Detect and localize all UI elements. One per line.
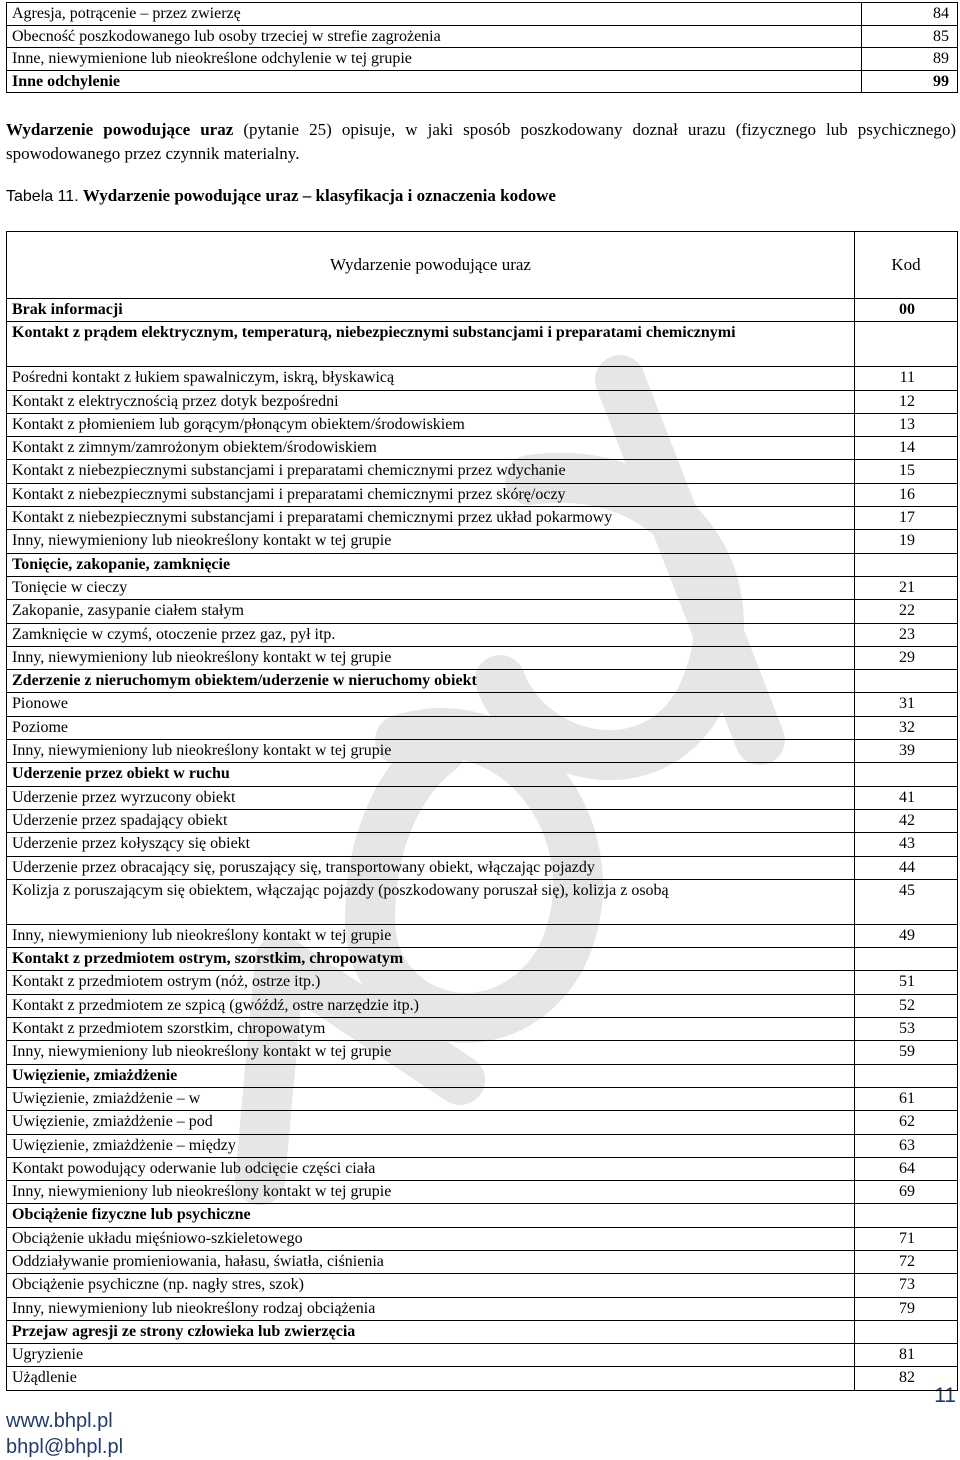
row-code: 62 xyxy=(855,1111,958,1134)
table-row xyxy=(7,994,958,1017)
table-row xyxy=(7,971,958,994)
table-row xyxy=(7,25,958,48)
row-label: Inny, niewymieniony lub nieokreślony rodzaj obciążenia xyxy=(7,1297,855,1320)
table-group-row xyxy=(7,1204,958,1227)
table-row xyxy=(7,1087,958,1110)
table-row xyxy=(7,460,958,483)
row-label: Uderzenie przez obracający się, poruszający się, transportowany obiekt, włączając pojazdy xyxy=(7,856,855,879)
row-code: 82 xyxy=(855,1367,958,1390)
table-row xyxy=(7,1018,958,1041)
row-code: 16 xyxy=(855,483,958,506)
row-label: Kontakt z prądem elektrycznym, temperaturą, niebezpiecznymi substancjami i preparatami chemicznymi xyxy=(7,322,855,367)
table-row xyxy=(7,483,958,506)
row-code: 63 xyxy=(855,1134,958,1157)
row-code: 41 xyxy=(855,786,958,809)
table-row xyxy=(7,809,958,832)
table-row xyxy=(7,1134,958,1157)
row-code: 15 xyxy=(855,460,958,483)
row-code: 84 xyxy=(862,3,958,26)
row-code xyxy=(855,1064,958,1087)
table-row xyxy=(7,740,958,763)
table-row xyxy=(7,1227,958,1250)
footer-website-link[interactable]: www.bhpl.pl xyxy=(6,1410,113,1432)
row-label: Poziome xyxy=(7,716,855,739)
row-code: 72 xyxy=(855,1250,958,1273)
row-label: Uderzenie przez wyrzucony obiekt xyxy=(7,786,855,809)
header-code: Kod xyxy=(855,232,958,299)
table-row xyxy=(7,1181,958,1204)
row-code: 31 xyxy=(855,693,958,716)
table-row xyxy=(7,833,958,856)
table-caption-title: Wydarzenie powodujące uraz – klasyfikacja i oznaczenia kodowe xyxy=(82,186,556,205)
row-label: Obciążenie psychiczne (np. nagły stres, szok) xyxy=(7,1274,855,1297)
row-code: 19 xyxy=(855,530,958,553)
row-code xyxy=(855,553,958,576)
row-code: 32 xyxy=(855,716,958,739)
row-code: 52 xyxy=(855,994,958,1017)
row-label: Przejaw agresji ze strony człowieka lub zwierzęcia xyxy=(7,1320,855,1343)
row-code: 42 xyxy=(855,809,958,832)
row-code xyxy=(855,1320,958,1343)
row-label: Uwięzienie, zmiażdżenie xyxy=(7,1064,855,1087)
row-label: Kontakt powodujący oderwanie lub odcięcie części ciała xyxy=(7,1157,855,1180)
table-row xyxy=(7,1041,958,1064)
row-code xyxy=(855,948,958,971)
row-label: Brak informacji xyxy=(7,299,855,322)
page-number: 11 xyxy=(934,1384,956,1407)
table-row xyxy=(7,1344,958,1367)
row-label: Kontakt z przedmiotem ze szpicą (gwóźdź, ostre narzędzie itp.) xyxy=(7,994,855,1017)
row-code: 11 xyxy=(855,367,958,390)
table-row xyxy=(7,856,958,879)
row-label: Tonięcie w cieczy xyxy=(7,576,855,599)
row-code: 13 xyxy=(855,413,958,436)
row-label: Kontakt z elektrycznością przez dotyk bezpośredni xyxy=(7,390,855,413)
row-code: 61 xyxy=(855,1087,958,1110)
row-code: 21 xyxy=(855,576,958,599)
table-row xyxy=(7,70,958,93)
row-code: 64 xyxy=(855,1157,958,1180)
row-code: 45 xyxy=(855,879,958,924)
table-row xyxy=(7,716,958,739)
row-code: 71 xyxy=(855,1227,958,1250)
row-label: Oddziaływanie promieniowania, hałasu, światła, ciśnienia xyxy=(7,1250,855,1273)
row-code: 17 xyxy=(855,507,958,530)
row-label: Uderzenie przez kołyszący się obiekt xyxy=(7,833,855,856)
row-label: Pionowe xyxy=(7,693,855,716)
row-label: Zderzenie z nieruchomym obiektem/uderzenie w nieruchomy obiekt xyxy=(7,670,855,693)
table-row xyxy=(7,1111,958,1134)
row-code: 29 xyxy=(855,646,958,669)
row-label: Zakopanie, zasypanie ciałem stałym xyxy=(7,600,855,623)
row-label: Kontakt z przedmiotem ostrym (nóż, ostrze itp.) xyxy=(7,971,855,994)
row-code: 14 xyxy=(855,437,958,460)
table-row xyxy=(7,3,958,26)
row-label: Uderzenie przez obiekt w ruchu xyxy=(7,763,855,786)
row-label: Inny, niewymieniony lub nieokreślony kontakt w tej grupie xyxy=(7,530,855,553)
row-code: 51 xyxy=(855,971,958,994)
row-code xyxy=(855,1204,958,1227)
intro-paragraph xyxy=(6,118,956,166)
row-label: Kontakt z płomieniem lub gorącym/płonącym obiektem/środowiskiem xyxy=(7,413,855,436)
row-code xyxy=(855,763,958,786)
row-code: 89 xyxy=(862,48,958,71)
row-label: Kontakt z niebezpiecznymi substancjami i preparatami chemicznymi przez układ pokarmowy xyxy=(7,507,855,530)
table-group-row xyxy=(7,670,958,693)
row-label: Kontakt z zimnym/zamrożonym obiektem/środowiskiem xyxy=(7,437,855,460)
row-code: 53 xyxy=(855,1018,958,1041)
row-label: Inny, niewymieniony lub nieokreślony kontakt w tej grupie xyxy=(7,646,855,669)
table-row xyxy=(7,693,958,716)
row-label: Obciążenie układu mięśniowo-szkieletowego xyxy=(7,1227,855,1250)
row-label: Zamknięcie w czymś, otoczenie przez gaz, pył itp. xyxy=(7,623,855,646)
row-code: 23 xyxy=(855,623,958,646)
row-label: Ugryzienie xyxy=(7,1344,855,1367)
row-code: 73 xyxy=(855,1274,958,1297)
row-code: 79 xyxy=(855,1297,958,1320)
row-label: Inny, niewymieniony lub nieokreślony kontakt w tej grupie xyxy=(7,924,855,947)
row-code: 22 xyxy=(855,600,958,623)
table-row xyxy=(7,1274,958,1297)
row-label: Kolizja z poruszającym się obiektem, włączając pojazdy (poszkodowany poruszał się), kolizja z osobą xyxy=(7,879,855,924)
row-code: 44 xyxy=(855,856,958,879)
row-code: 12 xyxy=(855,390,958,413)
table-row xyxy=(7,1367,958,1390)
table-row xyxy=(7,786,958,809)
table-group-row xyxy=(7,1320,958,1343)
table-caption xyxy=(6,186,556,206)
row-label: Inne odchylenie xyxy=(7,70,862,93)
row-code xyxy=(855,322,958,367)
row-label: Obecność poszkodowanego lub osoby trzeciej w strefie zagrożenia xyxy=(7,25,862,48)
row-code: 59 xyxy=(855,1041,958,1064)
table-group-row xyxy=(7,1064,958,1087)
row-code: 43 xyxy=(855,833,958,856)
intro-bold-term: Wydarzenie powodujące uraz xyxy=(6,120,234,139)
table-caption-label: Tabela 11. xyxy=(6,188,79,205)
row-label: Uderzenie przez spadający obiekt xyxy=(7,809,855,832)
table-row xyxy=(7,530,958,553)
row-code: 85 xyxy=(862,25,958,48)
table-row xyxy=(7,1250,958,1273)
table-row xyxy=(7,413,958,436)
row-label: Uwięzienie, zmiażdżenie – między xyxy=(7,1134,855,1157)
row-code: 49 xyxy=(855,924,958,947)
table-header-row xyxy=(7,232,958,299)
row-code: 39 xyxy=(855,740,958,763)
row-label: Uwięzienie, zmiażdżenie – w xyxy=(7,1087,855,1110)
table-group-row xyxy=(7,299,958,322)
footer-email-link[interactable]: bhpl@bhpl.pl xyxy=(6,1436,124,1458)
table-row xyxy=(7,367,958,390)
table-group-row xyxy=(7,948,958,971)
table-row xyxy=(7,576,958,599)
row-label: Pośredni kontakt z łukiem spawalniczym, iskrą, błyskawicą xyxy=(7,367,855,390)
row-label: Kontakt z przedmiotem ostrym, szorstkim, chropowatym xyxy=(7,948,855,971)
table-row xyxy=(7,437,958,460)
row-label: Kontakt z przedmiotem szorstkim, chropowatym xyxy=(7,1018,855,1041)
table-row xyxy=(7,600,958,623)
header-event: Wydarzenie powodujące uraz xyxy=(7,232,855,299)
table-row xyxy=(7,48,958,71)
table-group-row xyxy=(7,553,958,576)
row-label: Obciążenie fizyczne lub psychiczne xyxy=(7,1204,855,1227)
previous-classification-table xyxy=(6,2,958,93)
row-label: Inny, niewymieniony lub nieokreślony kontakt w tej grupie xyxy=(7,1041,855,1064)
row-label: Kontakt z niebezpiecznymi substancjami i preparatami chemicznymi przez wdychanie xyxy=(7,460,855,483)
table-row xyxy=(7,1297,958,1320)
row-code: 00 xyxy=(855,299,958,322)
row-code: 81 xyxy=(855,1344,958,1367)
row-code xyxy=(855,670,958,693)
table-row xyxy=(7,924,958,947)
table-row xyxy=(7,879,958,924)
row-label: Inny, niewymieniony lub nieokreślony kontakt w tej grupie xyxy=(7,1181,855,1204)
row-label: Inne, niewymienione lub nieokreślone odchylenie w tej grupie xyxy=(7,48,862,71)
table-row xyxy=(7,623,958,646)
row-label: Użądlenie xyxy=(7,1367,855,1390)
table-group-row xyxy=(7,763,958,786)
row-code: 69 xyxy=(855,1181,958,1204)
row-label: Inny, niewymieniony lub nieokreślony kontakt w tej grupie xyxy=(7,740,855,763)
table-group-row xyxy=(7,322,958,367)
injury-event-table xyxy=(6,231,958,1391)
table-row xyxy=(7,507,958,530)
table-row xyxy=(7,390,958,413)
row-label: Uwięzienie, zmiażdżenie – pod xyxy=(7,1111,855,1134)
table-row xyxy=(7,646,958,669)
row-label: Agresja, potrącenie – przez zwierzę xyxy=(7,3,862,26)
intro-text: (pytanie 25) opisuje, w jaki sposób poszkodowany doznał urazu (fizycznego lub psychicznego) spowodowanego przez czynnik materialny. xyxy=(6,120,956,163)
row-label: Tonięcie, zakopanie, zamknięcie xyxy=(7,553,855,576)
table-row xyxy=(7,1157,958,1180)
row-code: 99 xyxy=(862,70,958,93)
row-label: Kontakt z niebezpiecznymi substancjami i preparatami chemicznymi przez skórę/oczy xyxy=(7,483,855,506)
footer xyxy=(6,1408,123,1460)
